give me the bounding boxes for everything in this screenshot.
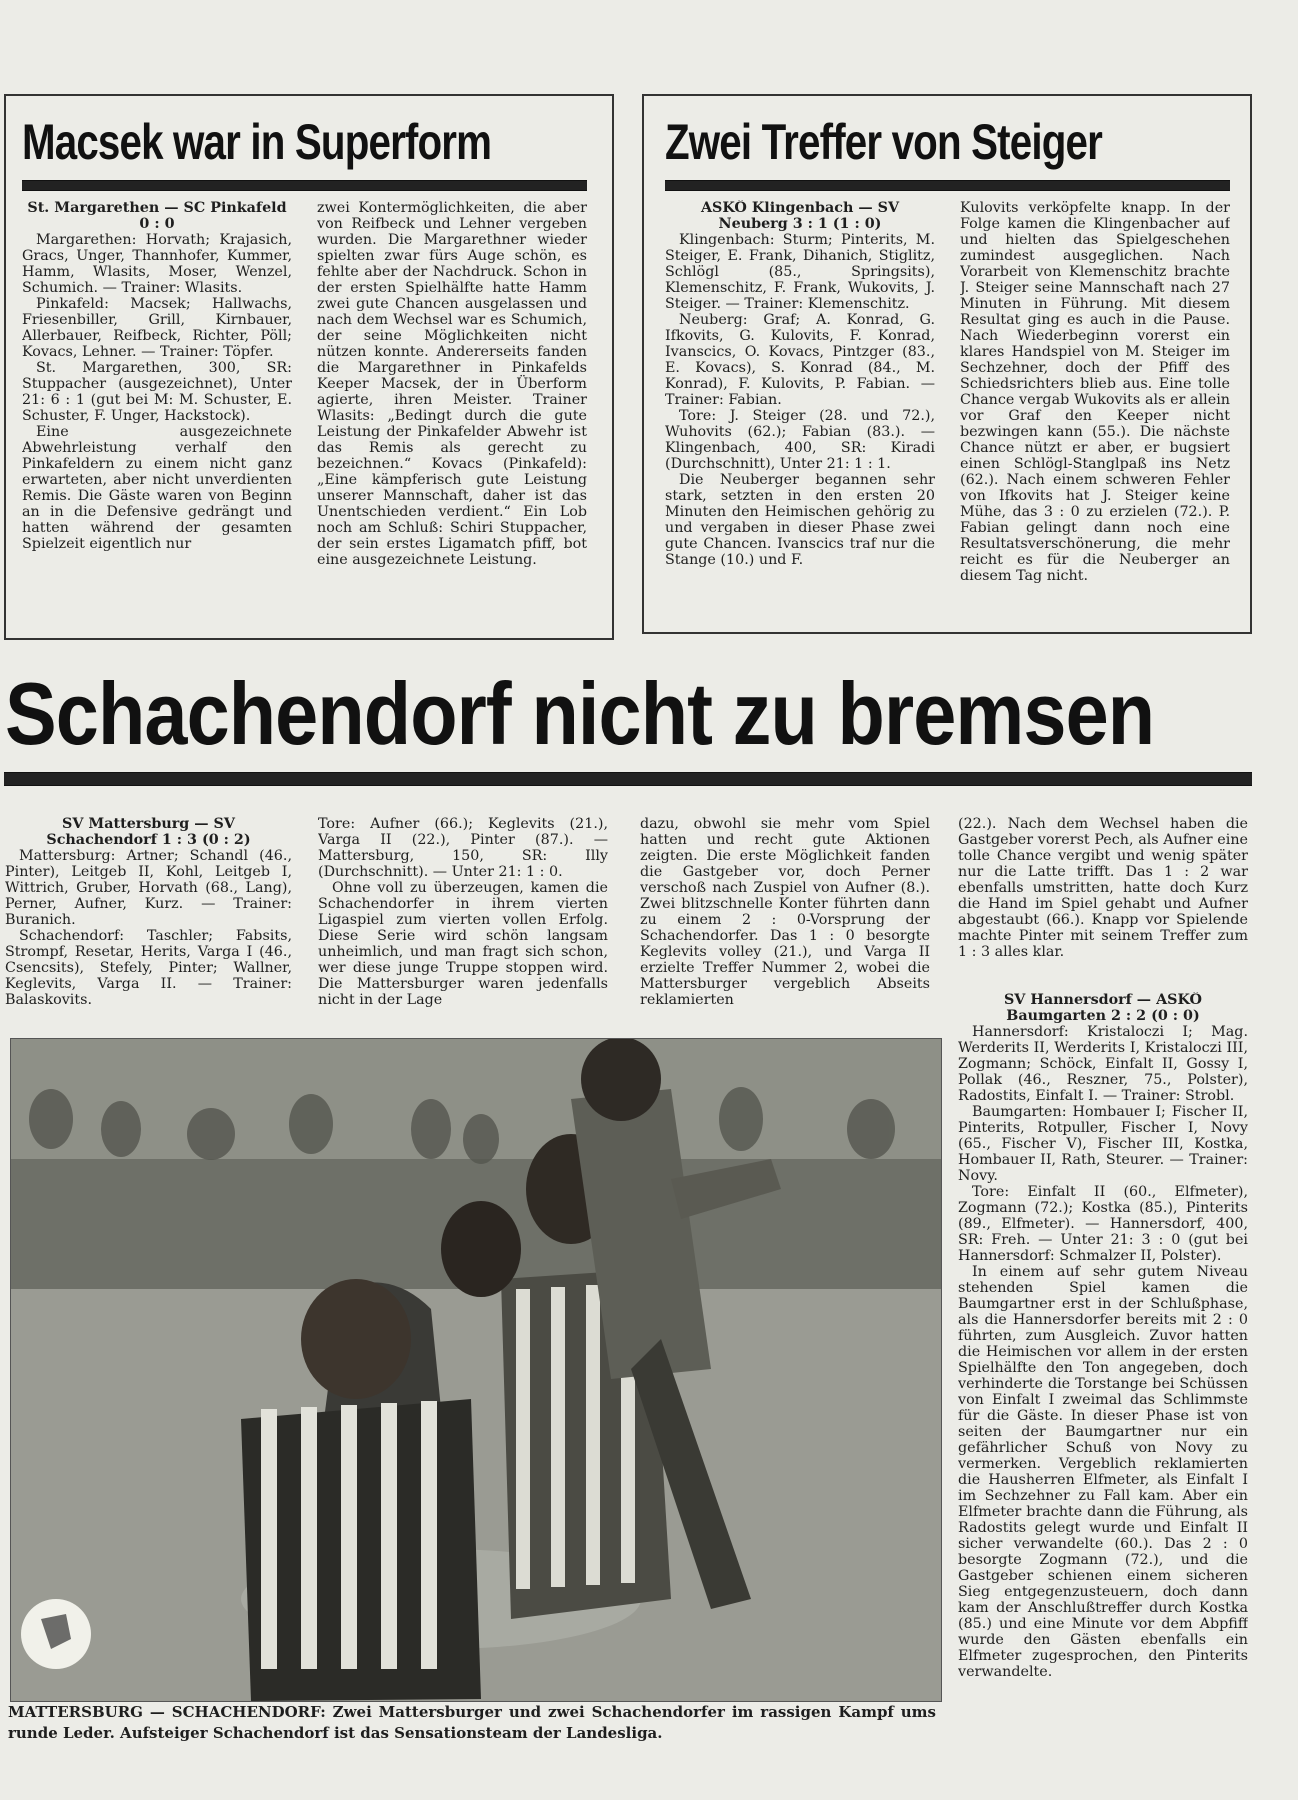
headline-macsek: Macsek war in Superform — [22, 115, 492, 171]
report-paragraph: Ohne voll zu überzeugen, kamen die Schachendorfer in ihrem vierten Ligaspiel zum vierten vollen Erfolg. Diese Serie wird schön langsam unheimlich, und man fragt sich schon, wer diese junge Truppe stoppen wird. Die Mattersburger waren jedenfalls nicht in der Lage — [318, 880, 608, 1008]
football-players-image — [11, 1039, 941, 1701]
article-hannersdorf-col — [958, 992, 1248, 1752]
article-macsek-col2 — [317, 200, 587, 620]
report-paragraph: (22.). Nach dem Wechsel haben die Gastgeber vorerst Pech, als Aufner eine tolle Chance vergibt und wenig später nur die Latte trifft. Das 1 : 2 war ebenfalls umstritten, hatte doch Kurz die Hand im Spiel gehabt und Aufner abgestaubt (66.). Knapp vor Spielende machte Pinter mit seinem Treffer zum 1 : 3 alles klar. — [958, 816, 1248, 960]
article-macsek-col1 — [22, 200, 292, 620]
report-paragraph: Die Neuberger begannen sehr stark, setzten in den ersten 20 Minuten den Heimischen gehörig zu und vergaben in dieser Phase zwei gute Chancen. Ivanscics traf nur die Stange (10.) und F. — [665, 472, 935, 568]
lineup-baumgarten: Baumgarten: Hombauer I; Fischer II, Pinterits, Rotpuller, Fischer I, Novy (65., Fischer V), Fischer III, Kostka, Hombauer II, Rath, Steurer. — Trainer: Novy. — [958, 1104, 1248, 1184]
match-header: SV Mattersburg — SV Schachendorf 1 : 3 (0 : 2) — [46, 816, 251, 848]
match-facts: Tore: Aufner (66.); Keglevits (21.), Varga II (22.), Pinter (87.). — Mattersburg, 150, SR: Illy (Durchschnitt). — Unter 21: 1 : 0. — [318, 816, 608, 880]
article-steiger-col2 — [960, 200, 1230, 620]
match-facts: St. Margarethen, 300, SR: Stuppacher (ausgezeichnet), Unter 21: 6 : 1 (gut bei M: M. Schuster, E. Schuster, F. Unger, Hackstock). — [22, 360, 292, 424]
lineup-schachendorf: Schachendorf: Taschler; Fabsits, Strompf, Resetar, Herits, Varga I (46., Csencsits), Stefely, Pinter; Wallner, Keglevits, Varga II. — Trainer: Balaskovits. — [5, 928, 292, 1008]
match-header: St. Margarethen — SC Pinkafeld 0 : 0 — [27, 200, 287, 232]
lineup-klingenbach: Klingenbach: Sturm; Pinterits, M. Steiger, E. Frank, Dihanich, Stiglitz, Schlögl (85., Springsits), Klemenschitz, F. Frank, Wukovits, J. Steiger. — Trainer: Klemenschitz. — [665, 232, 935, 312]
headline-rule — [665, 180, 1230, 191]
match-header: SV Hannersdorf — ASKÖ Baumgarten 2 : 2 (0 : 0) — [1003, 992, 1202, 1024]
headline-schachendorf: Schachendorf nicht zu bremsen — [5, 664, 1155, 763]
photo-caption: MATTERSBURG — SCHACHENDORF: Zwei Mattersburger und zwei Schachendorfer im rassigen Kampf ums runde Leder. Aufsteiger Schachendorf ist das Sensationsteam der Landesliga. — [8, 1703, 936, 1742]
match-photo — [10, 1038, 942, 1702]
headline-rule — [4, 772, 1252, 786]
article-steiger-col1 — [665, 200, 935, 620]
article-schachendorf-col2 — [318, 816, 608, 1012]
headline-rule — [22, 180, 587, 191]
article-schachendorf-col4 — [958, 816, 1248, 991]
match-header: ASKÖ Klingenbach — SV Neuberg 3 : 1 (1 : 0) — [700, 200, 900, 232]
report-paragraph: Eine ausgezeichnete Abwehrleistung verhalf den Pinkafeldern zu einem nicht ganz erwarteten, aber nicht unverdienten Remis. Die Gäste waren von Beginn an in die Defensive gedrängt und hatten während der gesamten Spielzeit eigentlich nur — [22, 424, 292, 552]
headline-steiger: Zwei Treffer von Steiger — [665, 115, 1102, 171]
lineup-margarethen: Margarethen: Horvath; Krajasich, Gracs, Unger, Thannhofer, Kummer, Hamm, Wlasits, Moser, Wenzel, Schumich. — Trainer: Wlasits. — [22, 232, 292, 296]
lineup-pinkafeld: Pinkafeld: Macsek; Hallwachs, Friesenbiller, Grill, Kirnbauer, Allerbauer, Reifbeck, Richter, Pöll; Kovacs, Lehner. — Trainer: Töpfer. — [22, 296, 292, 360]
article-schachendorf-col3 — [640, 816, 930, 1012]
lineup-mattersburg: Mattersburg: Artner; Schandl (46., Pinter), Leitgeb II, Kohl, Leitgeb I, Wittrich, Gruber, Horvath (68., Lang), Perner, Aufner, Kurz. — Trainer: Buranich. — [5, 848, 292, 928]
article-schachendorf-col1 — [5, 816, 292, 1012]
match-facts: Tore: Einfalt II (60., Elfmeter), Zogmann (72.); Kostka (85.), Pinterits (89., Elfmeter). — Hannersdorf, 400, SR: Freh. — Unter 21: 3 : 0 (gut bei Hannersdorf: Schmalzer II, Polster). — [958, 1184, 1248, 1264]
report-paragraph: zwei Kontermöglichkeiten, die aber von Reifbeck und Lehner vergeben wurden. Die Margarethner wieder spielten zwar fürs Auge schön, es fehlte aber der Nachdruck. Schon in der ersten Spielhälfte hatte Hamm zwei gute Chancen ausgelassen und nach dem Wechsel war es Schumich, der seine Möglichkeiten nicht nützen konnte. Andererseits fanden die Margarethner in Pinkafelds Keeper Macsek, der in Überform agierte, ihren Meister. Trainer Wlasits: „Bedingt durch die gute Leistung der Pinkafelder Abwehr ist das Remis als gerecht zu bezeichnen.“ Kovacs (Pinkafeld): „Eine kämpferisch gute Leistung unserer Mannschaft, daher ist das Unentschieden verdient.“ Ein Lob noch am Schluß: Schiri Stuppacher, der sein erstes Ligamatch pfiff, bot eine ausgezeichnete Leistung. — [317, 200, 587, 568]
report-paragraph: dazu, obwohl sie mehr vom Spiel hatten und recht gute Aktionen zeigten. Die erste Möglichkeit fanden die Gastgeber vor, doch Perner verschoß nach Zuspiel von Aufner (8.). Zwei blitzschnelle Konter führten dann zu einem 2 : 0-Vorsprung der Schachendorfer. Das 1 : 0 besorgte Keglevits volley (21.), und Varga II erzielte Treffer Nummer 2, wobei die Mattersburger vergeblich Abseits reklamierten — [640, 816, 930, 1008]
report-paragraph: Kulovits verköpfelte knapp. In der Folge kamen die Klingenbacher auf und hielten das Spielgeschehen zumindest ausgeglichen. Nach Vorarbeit von Klemenschitz brachte J. Steiger seine Mannschaft nach 27 Minuten in Führung. Mit diesem Resultat ging es auch in die Pause. Nach Wiederbeginn vorerst ein klares Handspiel von M. Steiger im Sechzehner, doch der Pfiff des Schiedsrichters blieb aus. Eine tolle Chance vergab Wukovits als er allein vor Graf den Keeper nicht bezwingen kann (55.). Die nächste Chance nützt er aber, er bugsiert einen Schlögl-Stanglpaß ins Netz (62.). Nach einem schweren Fehler von Ifkovits hat J. Steiger keine Mühe, das 3 : 0 zu erzielen (72.). P. Fabian gelingt dann noch eine Resultatsverschönerung, die mehr reicht es für die Neuberger an diesem Tag nicht. — [960, 200, 1230, 584]
lineup-neuberg: Neuberg: Graf; A. Konrad, G. Ifkovits, G. Kulovits, F. Konrad, Ivanscics, O. Kovacs, Pintzger (83., E. Kovacs), S. Konrad (84., M. Konrad), F. Kulovits, P. Fabian. — Trainer: Fabian. — [665, 312, 935, 408]
match-facts: Tore: J. Steiger (28. und 72.), Wuhovits (62.); Fabian (83.). — Klingenbach, 400, SR: Kiradi (Durchschnitt), Unter 21: 1 : 1. — [665, 408, 935, 472]
lineup-hannersdorf: Hannersdorf: Kristaloczi I; Mag. Werderits II, Werderits I, Kristaloczi III, Zogmann; Schöck, Einfalt II, Gossy I, Pollak (46., Reszner, 75., Polster), Radostits, Einfalt I. — Trainer: Strobl. — [958, 1024, 1248, 1104]
report-paragraph: In einem auf sehr gutem Niveau stehenden Spiel kamen die Baumgartner erst in der Schlußphase, als die Hannersdorfer bereits mit 2 : 0 führten, zum Ausgleich. Zuvor hatten die Heimischen vor allem in der ersten Spielhälfte den Ton angegeben, doch verhinderte die Torstange bei Schüssen von Einfalt I zweimal das Schlimmste für die Gäste. In dieser Phase ist von seiten der Baumgartner nur ein gefährlicher Schuß von Novy zu vermerken. Vergeblich reklamierten die Hausherren Elfmeter, als Einfalt I im Sechzehner zu Fall kam. Aber ein Elfmeter brachte dann die Führung, als Radostits gelegt wurde und Einfalt II sicher verwandelte (60.). Das 2 : 0 besorgte Zogmann (72.), und die Gastgeber schienen einem sicheren Sieg entgegenzusteuern, doch dann kam der Anschlußtreffer durch Kostka (85.) und eine Minute vor dem Abpfiff wurde den Gästen ebenfalls ein Elfmeter zugesprochen, den Pinterits verwandelte. — [958, 1264, 1248, 1680]
